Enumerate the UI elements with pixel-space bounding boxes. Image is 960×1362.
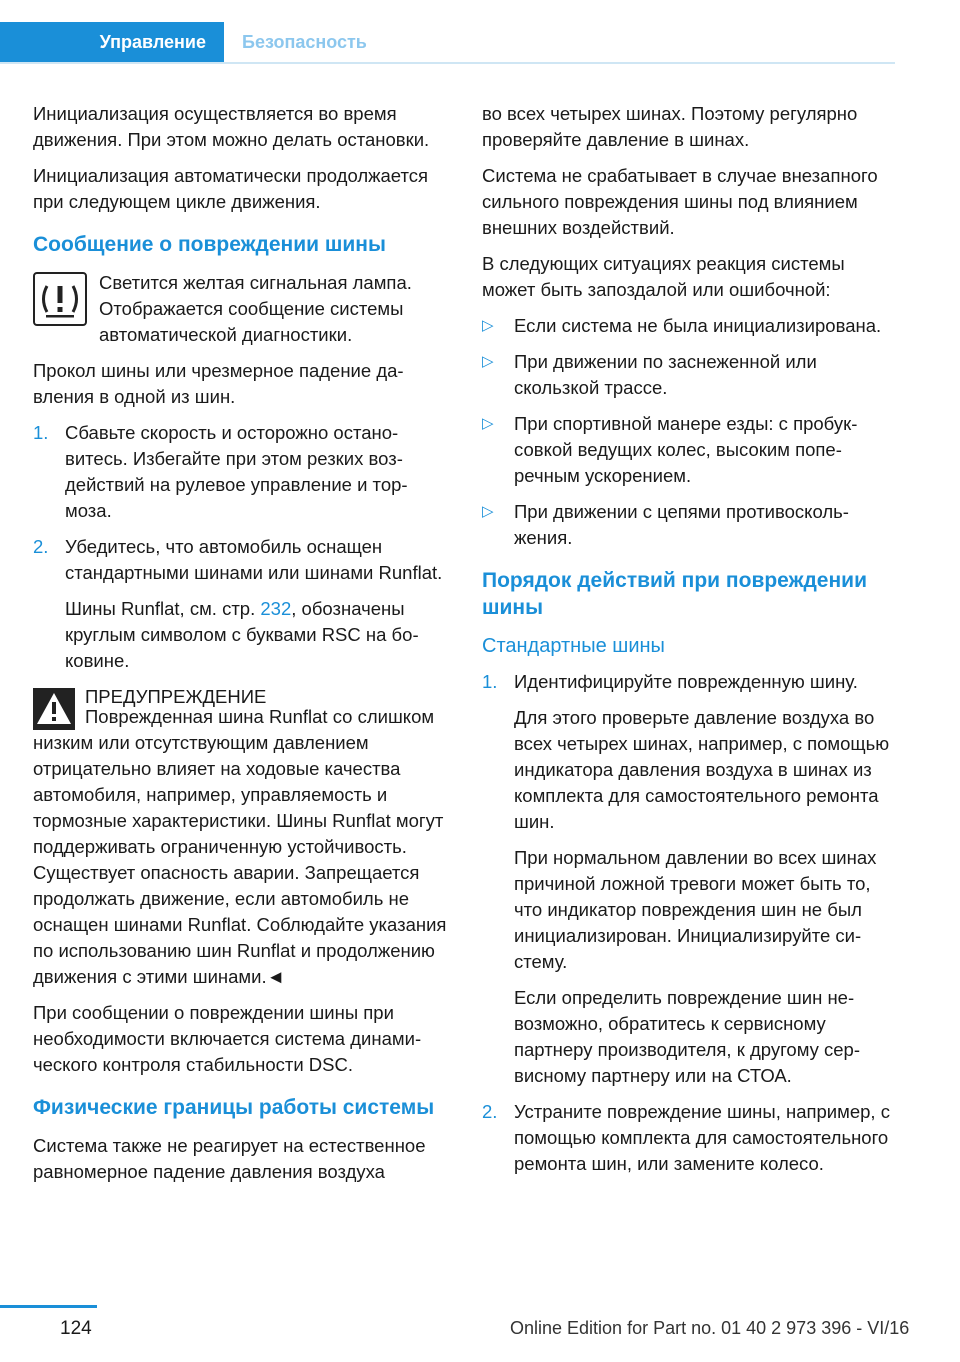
step-number: 2. (33, 536, 49, 557)
warning-block (33, 684, 448, 990)
section-heading: Физические границы работы системы (33, 1096, 435, 1119)
paragraph: Инициализация осуществляется во время движения. При этом можно делать остановки. (33, 103, 430, 150)
step-text: Убедитесь, что автомобиль оснащен стандартными шинами или шинами Runflat. (65, 536, 443, 583)
list-item (33, 534, 448, 674)
list-item (482, 669, 897, 1089)
paragraph: Система не срабатывает в случае внезапного сильного повреждения шины под влиянием внешних воздействий. (482, 165, 878, 238)
header-tabs (0, 22, 895, 64)
section-heading: Сообщение о повреждении шины (33, 233, 386, 256)
list-item (482, 1099, 897, 1177)
left-column (33, 101, 448, 1195)
page-link[interactable]: 232 (260, 598, 292, 619)
step-text: При нормальном давлении во всех шинах причиной ложной тревоги может быть то, что индикатор повреждения шин не был инициализирован. Инициализируйте систему. (514, 847, 877, 972)
bullet-arrow-icon: ▷ (482, 353, 494, 370)
bullet-item (482, 411, 897, 489)
section-heading: Порядок действий при повреждении шины (482, 569, 867, 619)
step-text: Идентифицируйте поврежденную шину. (514, 671, 858, 692)
warning-triangle-icon (33, 688, 75, 730)
paragraph: Система также не реагирует на естественное равномерное падение давления воздуха (33, 1135, 426, 1182)
subsection-heading: Стандартные шины (482, 635, 665, 657)
bullet-text: При движении с цепями противоскольжения. (514, 501, 849, 548)
lamp-text: Светится желтая сигнальная лампа. Отображается сообщение системы автоматической диагностики. (99, 272, 412, 345)
page-number: 124 (60, 1318, 92, 1339)
right-column (482, 101, 897, 1187)
bullet-text: При спортивной манере езды: с пробуксовкой ведущих колес, высоким поперечным ускорением. (514, 413, 858, 486)
paragraph: Инициализация автоматически продолжается при следующем цикле движения. (33, 165, 429, 212)
step-text: Сбавьте скорость и осторожно остановитесь. Избегайте при этом резких воздействий на рулевое управление и тормоза. (65, 422, 408, 521)
reference-text: , обозначены круглым символом с буквами RSC на боковине. (65, 598, 419, 671)
bullet-arrow-icon: ▷ (482, 415, 494, 432)
bullet-item (482, 313, 897, 339)
step-number: 2. (482, 1101, 498, 1122)
reference-text: Шины Runflat, см. стр. (65, 598, 261, 619)
warning-text: Поврежденная шина Runflat со слишком низким или отсутствующим давлением отрицательно влияет на ходовые качества автомобиля, например, управляемость и тормозные характеристики. Шины Runflat могут поддерживать ограниченную устойчивость. Существует опасность аварии. Запрещается продолжать движение, если автомобиль не оснащен шинами Runflat. Соблюдайте указания по использованию шин Runflat и продолжению движения с этими шинами.◄ (33, 706, 447, 987)
bullet-text: Если система не была инициализирована. (514, 315, 882, 336)
tire-pressure-warning-icon (33, 272, 87, 326)
paragraph: во всех четырех шинах. Поэтому регулярно проверяйте давление в шинах. (482, 103, 858, 150)
step-number: 1. (33, 422, 49, 443)
paragraph: При сообщении о повреждении шины при необходимости включается система динамического контроля стабильности DSC. (33, 1002, 422, 1075)
tab-control[interactable]: Управление (0, 22, 224, 62)
paragraph: В следующих ситуациях реакция системы может быть запоздалой или ошибочной: (482, 253, 845, 300)
bullet-item (482, 499, 897, 551)
bullet-arrow-icon: ▷ (482, 503, 494, 520)
tab-safety[interactable]: Безопасность (242, 32, 367, 52)
step-text: Для этого проверьте давление воздуха во всех четырех шинах, например, с помощью индикатора давления воздуха в шинах из комплекта для самостоятельного ремонта шин. (514, 707, 890, 832)
warning-title: ПРЕДУПРЕЖДЕНИЕ (85, 686, 267, 707)
bullet-item (482, 349, 897, 401)
step-text: Если определить повреждение шин невозможно, обратитесь к сервисному партнеру производителя, к другому сервисному партнеру или на СТОА. (514, 987, 861, 1086)
footer-rule (0, 1305, 97, 1308)
list-item (33, 420, 448, 524)
paragraph: Прокол шины или чрезмерное падение давления в одной из шин. (33, 360, 404, 407)
bullet-arrow-icon: ▷ (482, 317, 494, 334)
step-text: Устраните повреждение шины, например, с помощью комплекта для самостоятельного ремонта шин, или замените колесо. (514, 1101, 890, 1174)
warning-lamp-row (33, 270, 448, 348)
step-reference (65, 596, 448, 674)
bullet-text: При движении по заснеженной или скользкой трассе. (514, 351, 817, 398)
edition-note: Online Edition for Part no. 01 40 2 973 396 - VI/16 (510, 1318, 910, 1338)
step-number: 1. (482, 671, 498, 692)
